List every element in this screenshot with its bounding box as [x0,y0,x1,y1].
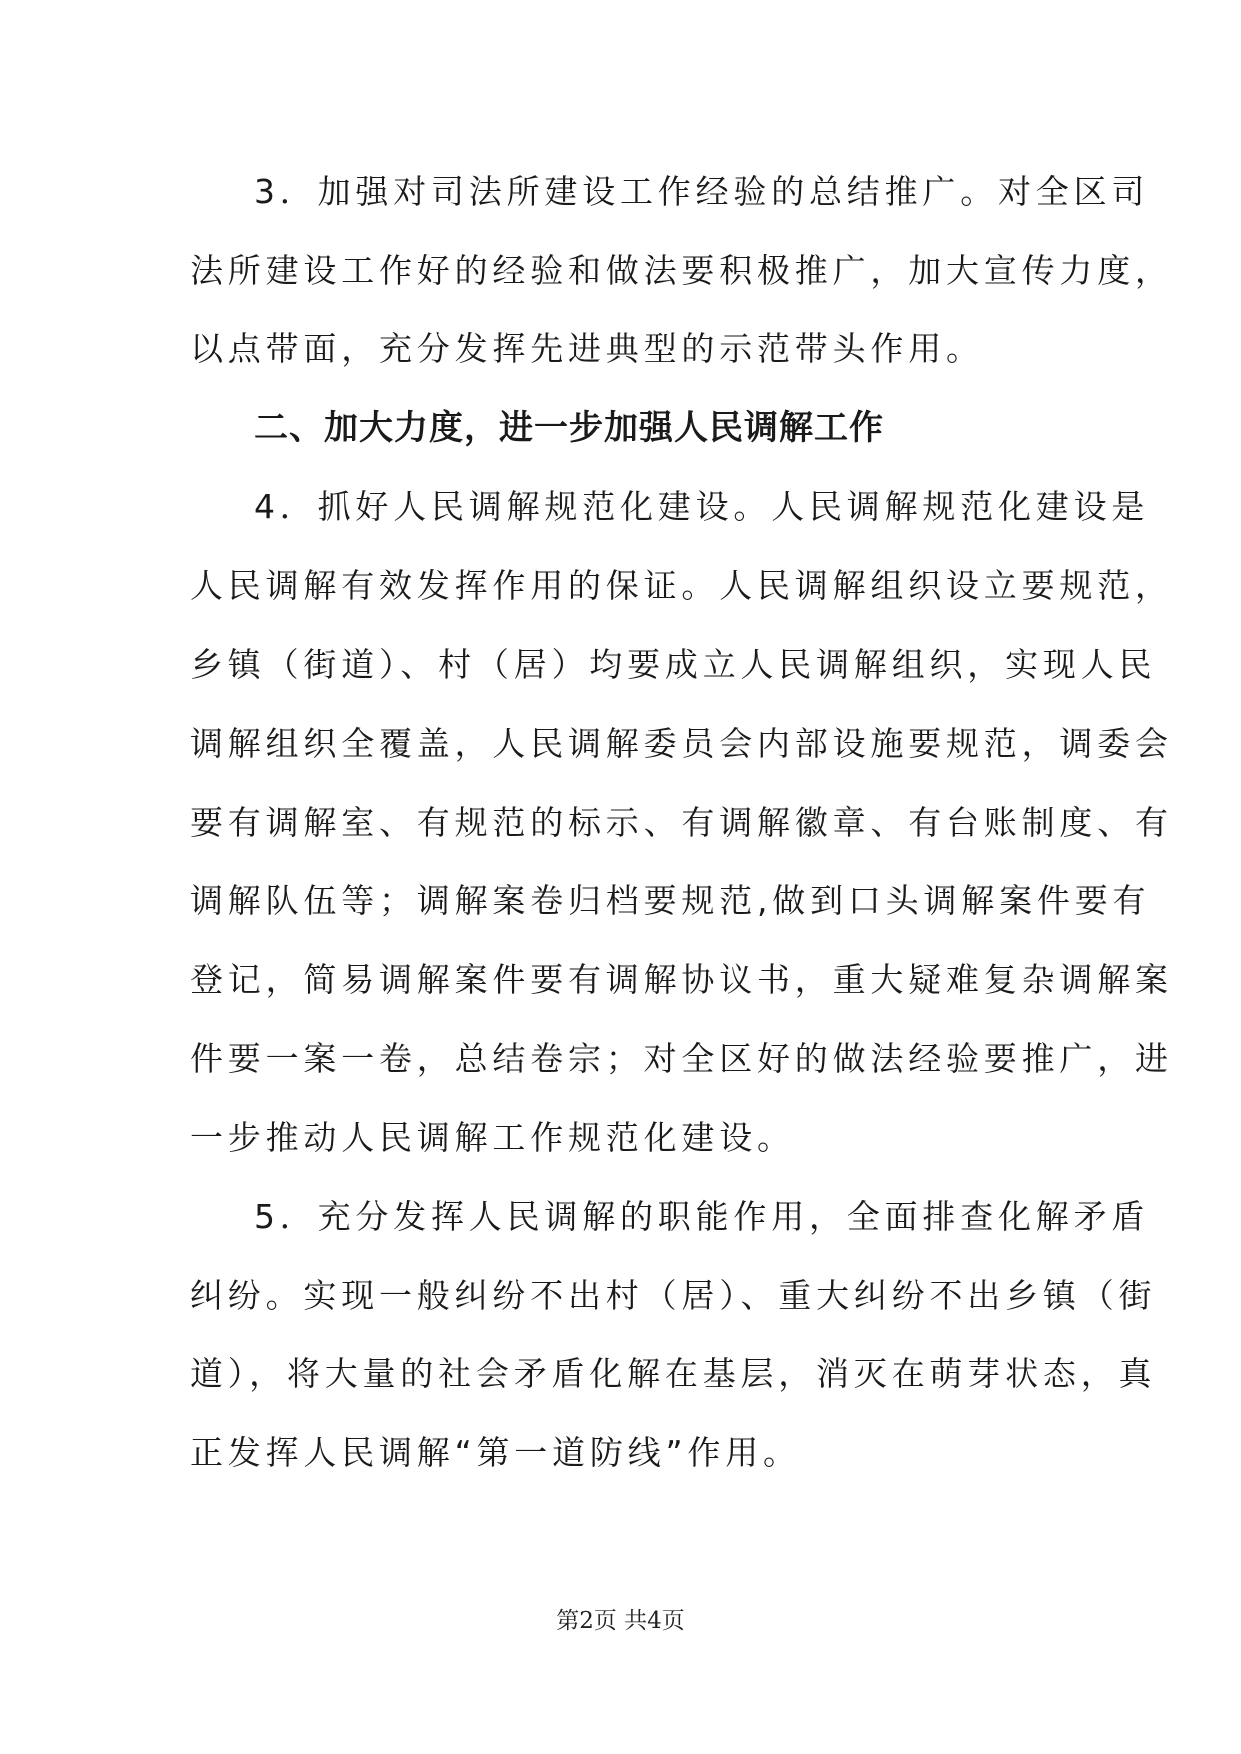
paragraph-4-line-9: 一步推动人民调解工作规范化建设。 [190,1118,795,1157]
paragraph-5-line-3: 道），将大量的社会矛盾化解在基层，消灭在萌芽状态，真 [190,1354,1157,1393]
paragraph-4-line-4: 调解组织全覆盖，人民调解委员会内部设施要规范，调委会 [190,724,1173,763]
paragraph-5-line-2: 纠纷。实现一般纠纷不出村（居）、重大纠纷不出乡镇（街 [190,1276,1157,1315]
paragraph-4-line-7: 登记，简易调解案件要有调解协议书，重大疑难复杂调解案 [190,960,1173,999]
paragraph-4-line-8: 件要一案一卷，总结卷宗；对全区好的做法经验要推广，进 [190,1039,1173,1078]
paragraph-3-line-1: 3．加强对司法所建设工作经验的总结推广。对全区司 [254,172,1150,211]
paragraph-4-line-1: 4．抓好人民调解规范化建设。人民调解规范化建设是 [254,487,1150,526]
paragraph-4-line-2: 人民调解有效发挥作用的保证。人民调解组织设立要规范， [190,566,1173,605]
paragraph-4-line-6: 调解队伍等；调解案卷归档要规范,做到口头调解案件要有 [190,881,1151,920]
paragraph-4-line-3: 乡镇（街道）、村（居）均要成立人民调解组织，实现人民 [190,645,1157,684]
paragraph-5-line-4: 正发挥人民调解“第一道防线”作用。 [190,1433,801,1472]
paragraph-4-line-5: 要有调解室、有规范的标示、有调解徽章、有台账制度、有 [190,803,1173,842]
page-number-footer: 第2页 共4页 [556,1608,685,1634]
paragraph-5-line-1: 5．充分发挥人民调解的职能作用，全面排查化解矛盾 [254,1197,1150,1236]
paragraph-3-line-2: 法所建设工作好的经验和做法要积极推广，加大宣传力度， [190,251,1173,290]
paragraph-3-line-3: 以点带面，充分发挥先进典型的示范带头作用。 [190,329,984,368]
section-heading-2: 二、加大力度，进一步加强人民调解工作 [254,408,884,448]
